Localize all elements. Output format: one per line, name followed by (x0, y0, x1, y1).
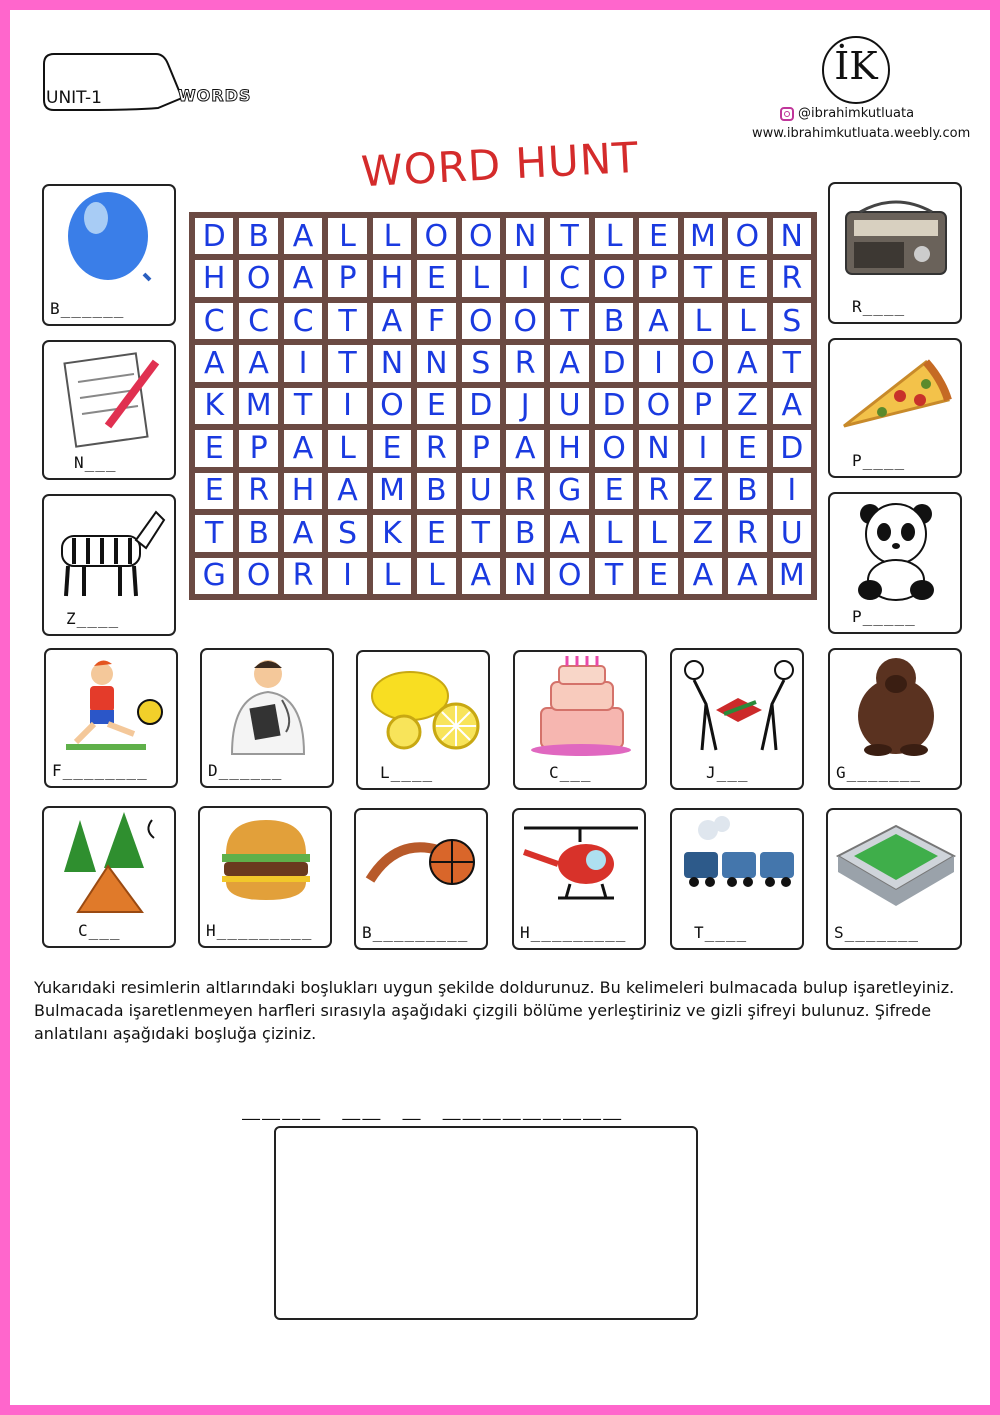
grid-letter[interactable]: A (773, 388, 811, 424)
grid-letter[interactable]: O (462, 303, 500, 339)
grid-letter[interactable]: E (728, 430, 766, 466)
grid-letter[interactable]: Z (684, 473, 722, 509)
words-label: WORDS (178, 86, 252, 105)
instagram-handle[interactable] (780, 106, 914, 121)
grid-letter[interactable]: T (550, 303, 588, 339)
grid-letter[interactable]: A (728, 558, 766, 594)
answer-blank[interactable]: P_____ (852, 607, 916, 626)
grid-letter[interactable]: N (506, 218, 544, 254)
grid-letter[interactable]: I (639, 345, 677, 381)
answer-blank[interactable]: C___ (549, 763, 592, 782)
lemon-icon (358, 652, 492, 762)
page-title: WORD HUNT (359, 132, 641, 197)
card-cake (513, 650, 647, 790)
answer-blank[interactable]: R____ (852, 297, 906, 316)
grid-letter[interactable]: A (284, 260, 322, 296)
card-helicopter (512, 808, 646, 950)
grid-letter[interactable]: O (550, 558, 588, 594)
grid-letter[interactable]: I (773, 473, 811, 509)
grid-letter[interactable]: T (284, 388, 322, 424)
answer-blank[interactable]: F________ (52, 761, 148, 780)
grid-letter[interactable]: U (773, 515, 811, 551)
grid-letter[interactable]: G (550, 473, 588, 509)
grid-letter[interactable]: O (639, 388, 677, 424)
grid-letter[interactable]: U (550, 388, 588, 424)
hamburger-icon (200, 808, 334, 918)
grid-letter[interactable]: N (773, 218, 811, 254)
grid-letter[interactable]: R (728, 515, 766, 551)
secret-code-blanks[interactable]: ____ __ _ _________ (242, 1086, 624, 1121)
grid-letter[interactable]: I (684, 430, 722, 466)
grid-letter[interactable]: P (462, 430, 500, 466)
grid-letter[interactable]: Z (728, 388, 766, 424)
instagram-icon (780, 107, 794, 121)
grid-letter[interactable]: E (639, 218, 677, 254)
grid-letter[interactable]: R (239, 473, 277, 509)
grid-letter[interactable]: O (239, 558, 277, 594)
grid-letter[interactable]: A (550, 345, 588, 381)
grid-letter[interactable]: O (728, 218, 766, 254)
answer-blank[interactable]: J___ (706, 763, 749, 782)
grid-letter[interactable]: L (373, 558, 411, 594)
grid-letter[interactable]: O (462, 218, 500, 254)
grid-letter[interactable]: L (595, 218, 633, 254)
grid-letter[interactable]: D (462, 388, 500, 424)
balloon-icon (44, 186, 178, 296)
card-radio (828, 182, 962, 324)
grid-letter[interactable]: P (239, 430, 277, 466)
unit-label: UNIT-1 (46, 88, 102, 108)
grid-letter[interactable]: H (284, 473, 322, 509)
grid-letter[interactable]: L (639, 515, 677, 551)
grid-letter[interactable]: T (595, 558, 633, 594)
answer-blank[interactable]: P____ (852, 451, 906, 470)
grid-letter[interactable]: S (462, 345, 500, 381)
grid-letter[interactable]: C (239, 303, 277, 339)
answer-blank[interactable]: Z____ (66, 609, 120, 628)
grid-letter[interactable]: G (195, 558, 233, 594)
train-icon (672, 810, 806, 920)
grid-letter[interactable]: D (595, 345, 633, 381)
grid-letter[interactable]: F (417, 303, 455, 339)
grid-letter[interactable]: L (373, 218, 411, 254)
card-lemon (356, 650, 490, 790)
author-logo (822, 36, 890, 104)
card-doctor (200, 648, 334, 788)
grid-letter[interactable]: R (773, 260, 811, 296)
grid-letter[interactable]: T (328, 303, 366, 339)
grid-letter[interactable]: T (328, 345, 366, 381)
grid-letter[interactable]: O (595, 260, 633, 296)
grid-letter[interactable]: C (195, 303, 233, 339)
grid-letter[interactable]: P (684, 388, 722, 424)
grid-letter[interactable]: L (462, 260, 500, 296)
grid-letter[interactable]: A (728, 345, 766, 381)
grid-letter[interactable]: A (550, 515, 588, 551)
grid-letter[interactable]: A (373, 303, 411, 339)
zebra-icon (44, 496, 178, 606)
grid-letter[interactable]: N (417, 345, 455, 381)
grid-letter[interactable]: A (284, 515, 322, 551)
grid-letter[interactable]: R (284, 558, 322, 594)
grid-letter[interactable]: O (684, 345, 722, 381)
website-link[interactable]: www.ibrahimkutluata.weebly.com (752, 126, 971, 141)
grid-letter[interactable]: E (417, 260, 455, 296)
grid-letter[interactable]: L (328, 218, 366, 254)
grid-letter[interactable]: M (373, 473, 411, 509)
helicopter-icon (514, 810, 648, 920)
answer-blank[interactable]: G_______ (836, 763, 922, 782)
answer-blank[interactable]: D______ (208, 761, 283, 780)
grid-letter[interactable]: E (417, 388, 455, 424)
grid-letter[interactable]: T (462, 515, 500, 551)
grid-letter[interactable]: E (595, 473, 633, 509)
grid-letter[interactable]: I (506, 260, 544, 296)
grid-letter[interactable]: E (639, 558, 677, 594)
grid-letter[interactable]: B (239, 218, 277, 254)
answer-blank[interactable]: B_________ (362, 923, 469, 942)
grid-letter[interactable]: O (373, 388, 411, 424)
judo-icon (672, 650, 806, 760)
grid-letter[interactable]: E (373, 430, 411, 466)
answer-blank[interactable]: C___ (78, 921, 121, 940)
answer-blank[interactable]: B______ (50, 299, 125, 318)
card-judo (670, 648, 804, 790)
grid-letter[interactable]: B (239, 515, 277, 551)
grid-letter[interactable]: E (195, 473, 233, 509)
grid-letter[interactable]: U (462, 473, 500, 509)
answer-blank[interactable]: H_________ (520, 923, 627, 942)
notebook-icon (44, 342, 178, 452)
football-player-icon (46, 650, 180, 760)
grid-letter[interactable]: A (284, 430, 322, 466)
card-stadium (826, 808, 962, 950)
grid-letter[interactable]: H (373, 260, 411, 296)
grid-letter[interactable]: O (417, 218, 455, 254)
grid-letter[interactable]: D (773, 430, 811, 466)
grid-letter[interactable]: C (284, 303, 322, 339)
answer-blank[interactable]: H_________ (206, 921, 313, 940)
grid-letter[interactable]: R (417, 430, 455, 466)
instructions-text: Yukarıdaki resimlerin altlarındaki boşlukları uygun şekilde doldurunuz. Bu kelimeleri bulmacada bulup işaretleyiniz. Bulmacada işaretlenmeyen harfleri sırasıyla aşağıdaki çizgili bölüme yerleştiriniz ve gizli şifreyi bulunuz. Şifrede anlatılanı aşağıdaki boşluğa çiziniz. (34, 978, 955, 1043)
grid-letter[interactable]: L (328, 430, 366, 466)
grid-letter[interactable]: M (684, 218, 722, 254)
grid-letter[interactable]: P (328, 260, 366, 296)
grid-letter[interactable]: H (195, 260, 233, 296)
panda-icon (830, 494, 964, 604)
grid-letter[interactable]: C (550, 260, 588, 296)
answer-blank[interactable]: N___ (74, 453, 117, 472)
grid-letter[interactable]: N (373, 345, 411, 381)
card-camp (42, 806, 176, 948)
grid-letter[interactable]: M (239, 388, 277, 424)
grid-letter[interactable]: T (550, 218, 588, 254)
grid-letter[interactable]: A (195, 345, 233, 381)
grid-letter[interactable]: A (284, 218, 322, 254)
grid-letter[interactable]: M (773, 558, 811, 594)
gorilla-icon (830, 650, 964, 760)
grid-letter[interactable]: Z (684, 515, 722, 551)
grid-letter[interactable]: B (595, 303, 633, 339)
card-zebra (42, 494, 176, 636)
grid-letter[interactable]: S (773, 303, 811, 339)
card-basketball (354, 808, 488, 950)
grid-letter[interactable]: A (684, 558, 722, 594)
grid-letter[interactable]: J (506, 388, 544, 424)
grid-letter[interactable]: B (506, 515, 544, 551)
grid-letter[interactable]: T (684, 260, 722, 296)
grid-letter[interactable]: A (639, 303, 677, 339)
radio-icon (830, 184, 964, 294)
grid-letter[interactable]: L (417, 558, 455, 594)
grid-letter[interactable]: K (195, 388, 233, 424)
pizza-icon (830, 340, 964, 450)
grid-letter[interactable]: L (595, 515, 633, 551)
grid-letter[interactable]: O (239, 260, 277, 296)
grid-letter[interactable]: E (728, 260, 766, 296)
card-balloon (42, 184, 176, 326)
grid-letter[interactable]: A (506, 430, 544, 466)
grid-letter[interactable]: H (550, 430, 588, 466)
answer-blank[interactable]: T____ (694, 923, 748, 942)
grid-letter[interactable]: K (373, 515, 411, 551)
instagram-text: @ibrahimkutluata (798, 106, 915, 121)
word-search-grid[interactable] (189, 212, 817, 600)
grid-letter[interactable]: T (773, 345, 811, 381)
grid-letter[interactable]: D (595, 388, 633, 424)
card-hamburger (198, 806, 332, 948)
card-football (44, 648, 178, 788)
grid-letter[interactable]: B (417, 473, 455, 509)
card-pizza (828, 338, 962, 478)
grid-letter[interactable]: A (462, 558, 500, 594)
answer-blank[interactable]: S_______ (834, 923, 920, 942)
doctor-icon (202, 650, 336, 760)
basketball-icon (356, 810, 490, 920)
grid-letter[interactable]: I (328, 388, 366, 424)
grid-letter[interactable]: N (506, 558, 544, 594)
grid-letter[interactable]: R (639, 473, 677, 509)
grid-letter[interactable]: L (728, 303, 766, 339)
cake-icon (515, 652, 649, 762)
grid-letter[interactable]: P (639, 260, 677, 296)
grid-letter[interactable]: D (195, 218, 233, 254)
grid-letter[interactable]: A (239, 345, 277, 381)
worksheet-page (10, 10, 990, 1405)
grid-letter[interactable]: R (506, 473, 544, 509)
grid-letter[interactable]: O (595, 430, 633, 466)
grid-letter[interactable]: I (328, 558, 366, 594)
grid-letter[interactable]: L (684, 303, 722, 339)
grid-letter[interactable]: E (417, 515, 455, 551)
grid-letter[interactable]: I (284, 345, 322, 381)
card-panda (828, 492, 962, 634)
grid-letter[interactable]: T (195, 515, 233, 551)
answer-blank[interactable]: L____ (380, 763, 434, 782)
card-notebook (42, 340, 176, 480)
card-train (670, 808, 804, 950)
grid-letter[interactable]: N (639, 430, 677, 466)
logo-letters: İK (834, 44, 878, 88)
grid-letter[interactable]: B (728, 473, 766, 509)
card-gorilla (828, 648, 962, 790)
stadium-icon (828, 810, 964, 920)
drawing-area[interactable] (274, 1126, 698, 1320)
grid-letter[interactable]: R (506, 345, 544, 381)
grid-letter[interactable]: A (328, 473, 366, 509)
camp-icon (44, 808, 178, 918)
grid-letter[interactable]: O (506, 303, 544, 339)
grid-letter[interactable]: S (328, 515, 366, 551)
grid-letter[interactable]: E (195, 430, 233, 466)
